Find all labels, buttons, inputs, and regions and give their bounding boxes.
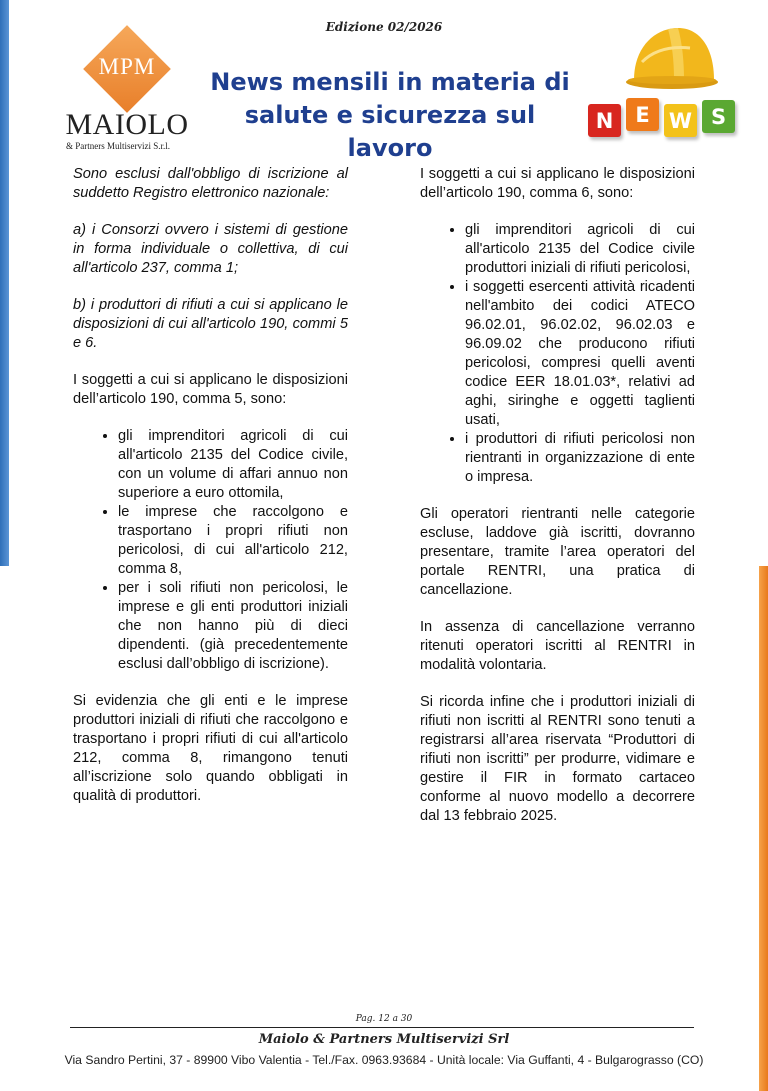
bullet-list: [73, 427, 348, 674]
news-cube-e: E: [626, 98, 659, 131]
footer-divider: [70, 1027, 694, 1028]
left-accent-bar: [0, 0, 9, 566]
paragraph: In assenza di cancellazione verranno ritenuti operatori iscritti al RENTRI in modalità volontaria.: [420, 619, 695, 673]
news-cube-s: S: [702, 100, 735, 133]
paragraph: a) i Consorzi ovvero i sistemi di gestione in forma individuale o collettiva, di cui all'articolo 237, comma 1;: [73, 222, 348, 276]
news-cube-w: W: [664, 104, 697, 137]
logo-subtitle: & Partners Multiservizi S.r.l.: [66, 141, 170, 151]
list-item: • per i soli rifiuti non pericolosi, le imprese e gli enti produttori iniziali che non hanno più di dieci dipendenti. (già precedentemente esclusi dall’obbligo di iscrizione).: [118, 579, 348, 674]
edition-label: Edizione 02/2026: [325, 20, 443, 34]
right-column: [420, 165, 695, 844]
right-accent-bar: [759, 566, 768, 1091]
list-item: • i soggetti esercenti attività ricadenti nell'ambito dei codici ATECO 96.02.01, 96.02.02, 96.02.03 e 96.09.02 che producono rifiuti pericolosi, compresi quelli aventi codice EER 18.01.03*, relativi ad aghi, siringhe e oggetti taglienti usati,: [465, 278, 695, 430]
paragraph: Sono esclusi dall'obbligo di iscrizione al suddetto Registro elettronico nazionale:: [73, 166, 348, 201]
company-logo: [62, 30, 192, 151]
hard-hat-icon: [620, 20, 720, 92]
page-title: News mensili in materia di salute e sicurezza sul lavoro: [210, 68, 570, 162]
list-item: • i produttori di rifiuti pericolosi non rientranti in organizzazione di ente o impresa.: [465, 430, 695, 487]
footer-address: Via Sandro Pertini, 37 - 89900 Vibo Valentia - Tel./Fax. 0963.93684 - Unità locale: Via Guffanti, 4 - Bulgarograsso (CO): [64, 1053, 704, 1067]
list-item: • gli imprenditori agricoli di cui all'articolo 2135 del Codice civile produttori iniziali di rifiuti pericolosi,: [465, 221, 695, 278]
paragraph: Si evidenzia che gli enti e le imprese produttori iniziali di rifiuti che raccolgono e trasportano i propri rifiuti di cui all'articolo 212, comma 8, rimangono tenuti all’iscrizione solo quando obbligati in qualità di produttori.: [73, 693, 348, 804]
page-number: Pag. 12 a 30: [355, 1014, 413, 1024]
bullet-list: [420, 221, 695, 487]
paragraph: Gli operatori rientranti nelle categorie escluse, laddove già iscritti, dovranno presentare, tramite l’area operatori del portale RENTRI, una pratica di cancellazione.: [420, 506, 695, 598]
paragraph: I soggetti a cui si applicano le disposizioni dell’articolo 190, comma 5, sono:: [73, 372, 348, 407]
list-item: • le imprese che raccolgono e trasportano i propri rifiuti non pericolosi, di cui all'articolo 212, comma 8,: [118, 503, 348, 579]
logo-name: MAIOLO: [65, 108, 189, 141]
paragraph: b) i produttori di rifiuti a cui si applicano le disposizioni di cui all'articolo 190, commi 5 e 6.: [73, 297, 348, 351]
news-cubes: [588, 98, 738, 140]
list-item: • gli imprenditori agricoli di cui all'articolo 2135 del Codice civile, con un volume di affari annuo non superiore a euro ottomila,: [118, 427, 348, 503]
left-column: [73, 165, 348, 824]
footer-company: Maiolo & Partners Multiservizi Srl: [258, 1032, 510, 1047]
logo-mark: MPM: [98, 54, 156, 79]
paragraph: Si ricorda infine che i produttori iniziali di rifiuti non iscritti al RENTRI sono tenuti a registrarsi all’area riservata “Produttori di rifiuti non iscritti” per produrre, vidimare e gestire il FIR in formato cartaceo conforme al nuovo modello a decorrere dal 13 febbraio 2025.: [420, 694, 695, 824]
news-cube-n: N: [588, 104, 621, 137]
paragraph: I soggetti a cui si applicano le disposizioni dell’articolo 190, comma 6, sono:: [420, 166, 695, 201]
